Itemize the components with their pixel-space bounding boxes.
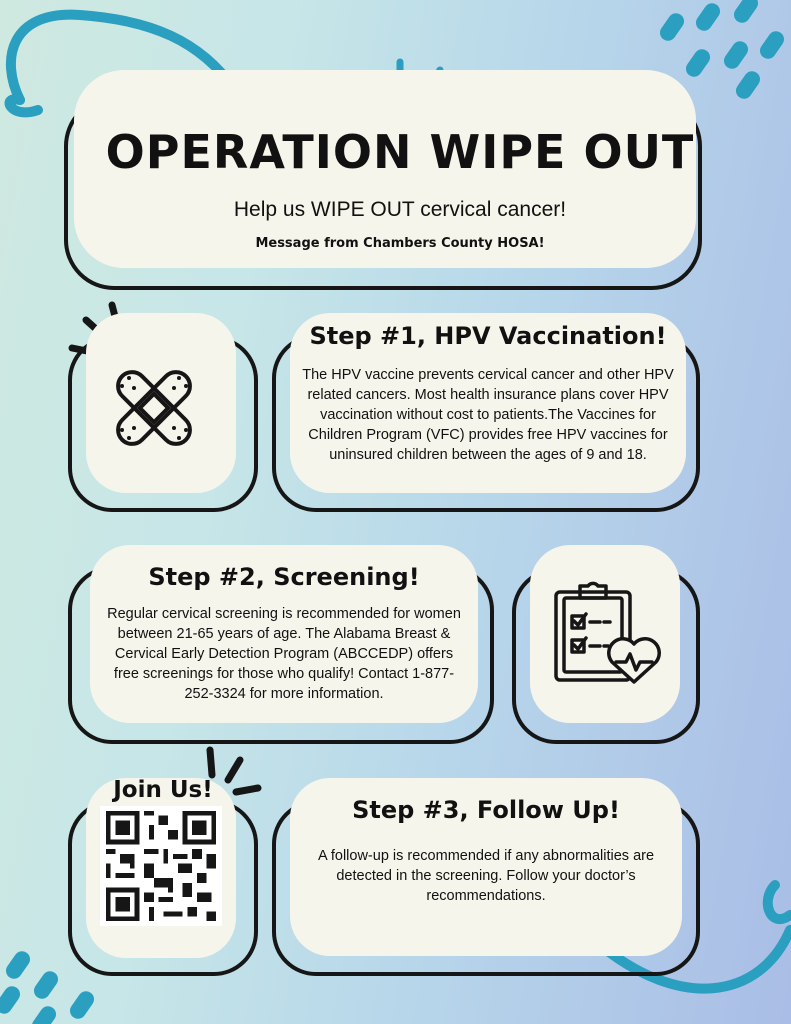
step1-heading: Step #1, HPV Vaccination!	[309, 322, 667, 350]
join-us-label: Join Us!	[113, 777, 213, 803]
step2-body: Regular cervical screening is recommended for women between 21-65 years of age. The Alabama Breast & Cervical Early Detection Program (ABCCEDP) offers free screenings for those who qualify! Contact 1-877-252-3324 for more information.	[107, 606, 461, 702]
bandage-icon	[104, 358, 204, 458]
page-title: OPERATION WIPE OUT	[105, 125, 695, 179]
step1-body: The HPV vaccine prevents cervical cancer and other HPV related cancers. Most health insurance plans cover HPV vaccination without cost to patients.The Vaccines for Children Program (VFC) provides free HPV vaccines for uninsured children between the ages of 9 and 18.	[302, 367, 674, 463]
step3-body: A follow-up is recommended if any abnormalities are detected in the screening. Follow your doctor’s recommendations.	[317, 848, 655, 904]
step3-heading: Step #3, Follow Up!	[352, 796, 620, 824]
step2-heading: Step #2, Screening!	[148, 563, 420, 591]
qr-code-icon[interactable]	[100, 806, 222, 926]
message-line: Message from Chambers County HOSA!	[255, 236, 545, 251]
clipboard-heart-icon	[552, 578, 664, 690]
page-subtitle: Help us WIPE OUT cervical cancer!	[233, 198, 567, 221]
